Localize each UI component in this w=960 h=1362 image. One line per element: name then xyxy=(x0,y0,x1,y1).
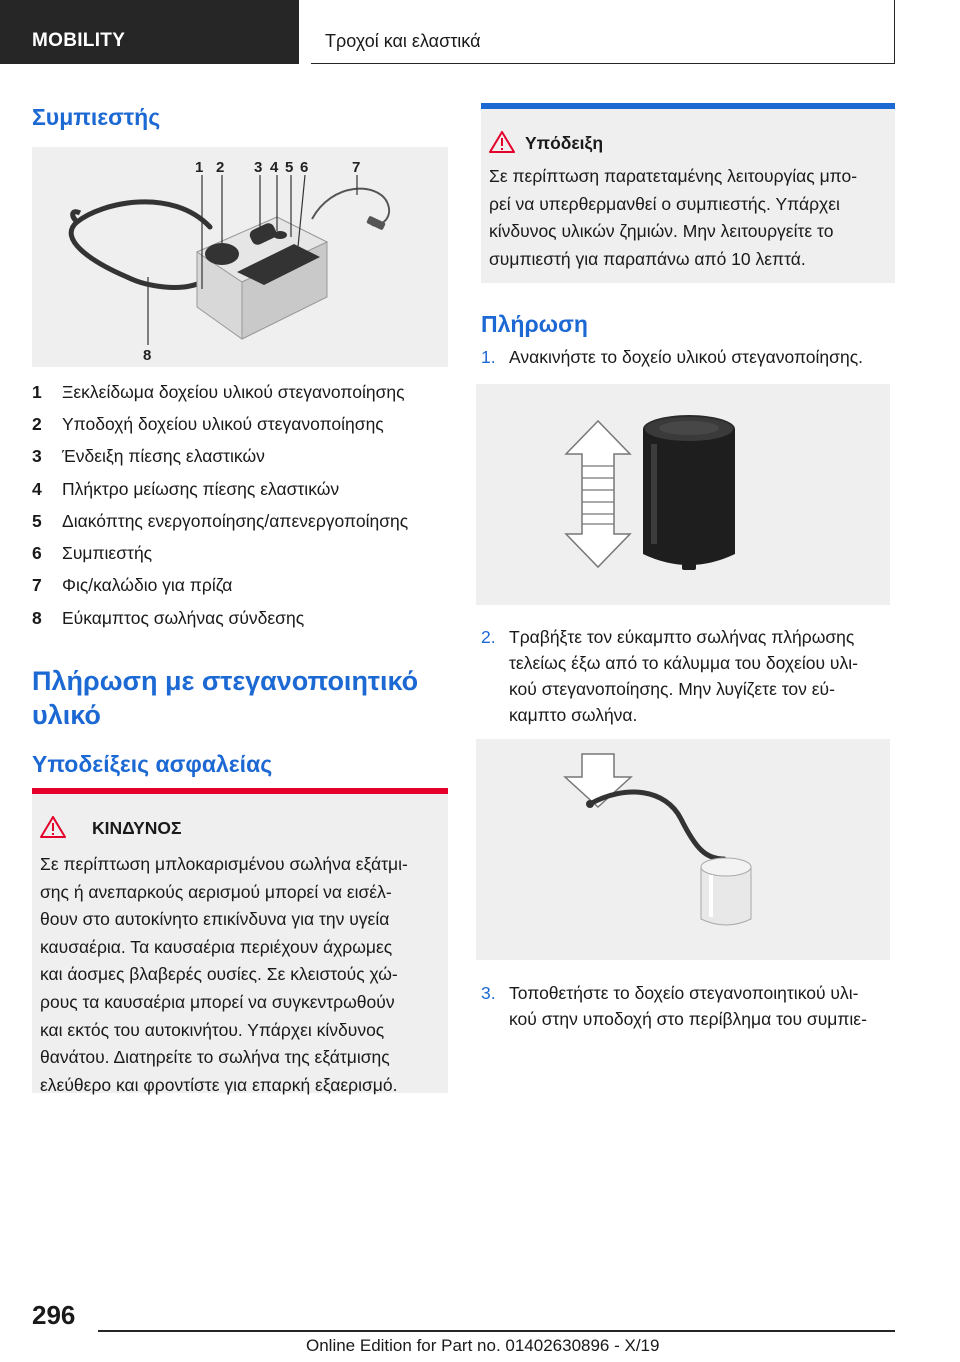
section-title: MOBILITY xyxy=(32,30,126,51)
notice-text: Σε περίπτωση παρατεταμένης λειτουργίας μπο- ρεί να υπερθερμανθεί ο συμπιεστής. Υπάρχει κίνδυνος υλικών ζημιών. Μην λειτουργείτε το συμπιεστή για παραπάνω από 10 λεπτά. xyxy=(489,166,858,269)
danger-text: Σε περίπτωση μπλοκαρισμένου σωλήνα εξάτμι- σης ή ανεπαρκούς αερισμού μπορεί να εισέλ- θουν στο αυτοκίνητο επικίνδυνα για την υγεία καυσαέρια. Τα καυσαέρια περιέχουν άχρωμες και άοσμες βλαβερές ουσίες. Σε κλειστούς χώ- ρους τα καυσαέρια μπορεί να συγκεντρωθούν και εκτός του αυτοκινήτου. Υπάρχει κίνδυνος θανάτου. Διατηρείτε το σωλήνα της εξάτμισης ελεύθερο και φροντίστε για επαρκή εξαερισμό. xyxy=(40,854,408,1095)
danger-box xyxy=(32,788,448,1093)
callout-4: 4 xyxy=(270,159,279,176)
heading-line: υλικό xyxy=(32,700,101,730)
page-number: 296 xyxy=(32,1300,76,1330)
legend-item: 3 Ένδειξη πίεσης ελαστικών xyxy=(32,446,265,467)
callout-3: 3 xyxy=(254,159,263,176)
section-tab xyxy=(0,0,299,64)
footer-divider xyxy=(98,1330,895,1332)
step-number: 1. xyxy=(481,347,496,367)
warning-triangle-icon xyxy=(40,816,66,838)
callout-8: 8 xyxy=(143,347,152,364)
compressor-illustration xyxy=(32,147,448,367)
legend-item: 5 Διακόπτης ενεργοποίησης/απενεργοποίησης xyxy=(32,510,409,531)
step-number: 2. xyxy=(481,627,496,647)
callout-2: 2 xyxy=(216,159,225,176)
callout-6: 6 xyxy=(300,159,309,176)
notice-box xyxy=(481,103,895,283)
legend-item: 4 Πλήκτρο μείωσης πίεσης ελαστικών xyxy=(32,478,340,499)
step-text: Τραβήξτε τον εύκαμπτο σωλήνας πλήρωσης τελείως έξω από το κάλυμμα του δοχείου υλι- κού στεγανοποίησης. Μην λυγίζετε τον εύ- καμπτο σωλήνα. xyxy=(509,627,858,725)
chapter-header xyxy=(311,0,895,64)
notice-title: Υπόδειξη xyxy=(525,133,604,153)
legend-item: 6 Συμπιεστής xyxy=(32,543,153,564)
callout-5: 5 xyxy=(285,159,294,176)
safety-heading: Υποδείξεις ασφαλείας xyxy=(32,751,273,777)
callout-7: 7 xyxy=(352,159,361,176)
step-text: Τοποθετήστε το δοχείο στεγανοποιητικού υλι- κού στην υποδοχή στο περίβλημα του συμπιε- xyxy=(509,983,867,1029)
notice-triangle-icon xyxy=(489,131,515,153)
legend-item: 1 Ξεκλείδωμα δοχείου υλικού στεγανοποίησης xyxy=(32,381,405,402)
filling-heading: Πλήρωση xyxy=(481,311,588,337)
danger-accent-bar xyxy=(32,788,448,794)
compressor-legend xyxy=(32,376,448,634)
step-number: 3. xyxy=(481,983,496,1003)
legend-item: 2 Υποδοχή δοχείου υλικού στεγανοποίησης xyxy=(32,413,384,434)
chapter-title: Τροχοί και ελαστικά xyxy=(325,31,481,51)
legend-item: 7 Φις/καλώδιο για πρίζα xyxy=(32,575,233,596)
legend-item: 8 Εύκαμπτος σωλήνας σύνδεσης xyxy=(32,607,305,628)
compressor-heading: Συμπιεστής xyxy=(32,104,161,130)
hose-figure xyxy=(476,739,890,960)
notice-accent-bar xyxy=(481,103,895,109)
heading-line: Πλήρωση με στεγανοποιητικό xyxy=(32,666,419,696)
pull-hose-illustration xyxy=(476,739,890,960)
callout-1: 1 xyxy=(195,159,204,176)
compressor-figure xyxy=(32,147,448,367)
danger-title: ΚΙΝΔΥΝΟΣ xyxy=(92,818,182,838)
step-text: Ανακινήστε το δοχείο υλικού στεγανοποίησης. xyxy=(509,347,863,367)
shake-bottle-illustration xyxy=(476,384,890,605)
edition-note: Online Edition for Part no. 01402630896 - X/19 xyxy=(306,1336,660,1355)
shake-figure xyxy=(476,384,890,605)
filling-sealant-heading xyxy=(32,664,418,732)
